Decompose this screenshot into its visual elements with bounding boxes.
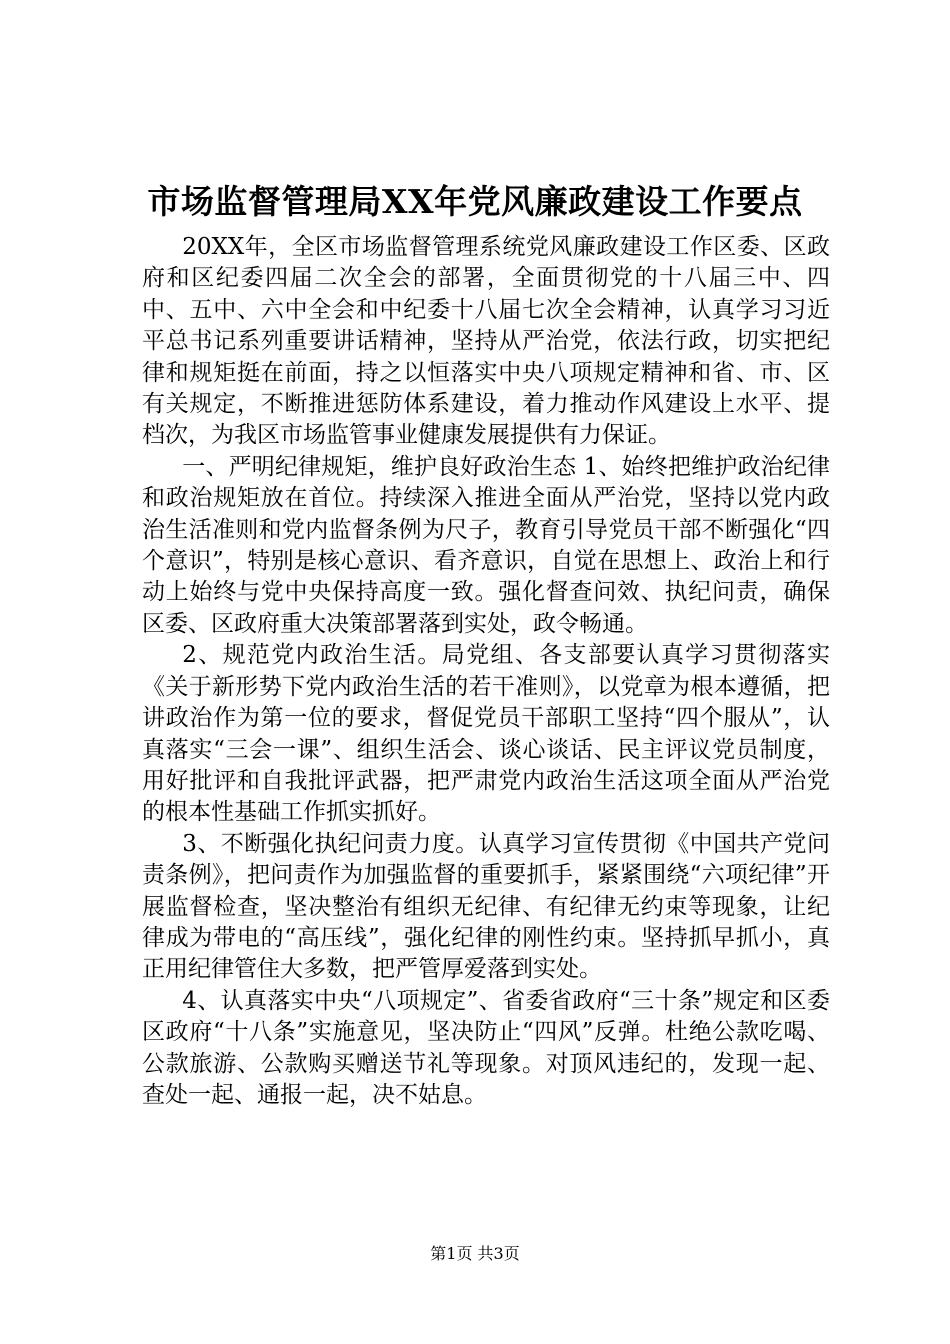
paragraph-item-4: 4、认真落实中央“八项规定”、省委省政府“三十条”规定和区委区政府“十八条”实施意见，坚决防止“四风”反弹。杜绝公款吃喝、公款旅游、公款购买赠送节礼等现象。对顶风违纪的，发现一起、查处一起、通报一起，决不姑息。: [142, 987, 830, 1108]
document-body: [142, 232, 830, 1111]
page-number-footer: 第1页 共3页: [430, 1244, 520, 1263]
paragraph-item-2: 2、规范党内政治生活。局党组、各支部要认真学习贯彻落实《关于新形势下党内政治生活的若干准则》，以党章为根本遵循，把讲政治作为第一位的要求，督促党员干部职工坚持“四个服从”，认真落实“三会一课”、组织生活会、谈心谈话、民主评议党员制度，用好批评和自我批评武器，把严肃党内政治生活这项全面从严治党的根本性基础工作抓实抓好。: [142, 642, 830, 826]
paragraph-section-1: 一、严明纪律规矩，维护良好政治生态 1、始终把维护政治纪律和政治规矩放在首位。持续深入推进全面从严治党，坚持以党内政治生活准则和党内监督条例为尺子，教育引导党员干部不断强化“四个意识”，特别是核心意识、看齐意识，自觉在思想上、政治上和行动上始终与党中央保持高度一致。强化督查问效、执纪问责，确保区委、区政府重大决策部署落到实处，政令畅通。: [142, 453, 830, 637]
paragraph-intro: 20XX年，全区市场监督管理系统党风廉政建设工作区委、区政府和区纪委四届二次全会的部署，全面贯彻党的十八届三中、四中、五中、六中全会和中纪委十八届七次全会精神，认真学习习近平总书记系列重要讲话精神，坚持从严治党，依法行政，切实把纪律和规矩挺在前面，持之以恒落实中央八项规定精神和省、市、区有关规定，不断推进惩防体系建设，着力推动作风建设上水平、提档次，为我区市场监管事业健康发展提供有力保证。: [142, 234, 830, 449]
document-title: 市场监督管理局XX年党风廉政建设工作要点: [147, 182, 803, 221]
paragraph-item-3: 3、不断强化执纪问责力度。认真学习宣传贯彻《中国共产党问责条例》，把问责作为加强监督的重要抓手，紧紧围绕“六项纪律”开展监督检查，坚决整治有组织无纪律、有纪律无约束等现象，让纪律成为带电的“高压线”，强化纪律的刚性约束。坚持抓早抓小，真正用纪律管住大多数，把严管厚爱落到实处。: [142, 830, 830, 983]
